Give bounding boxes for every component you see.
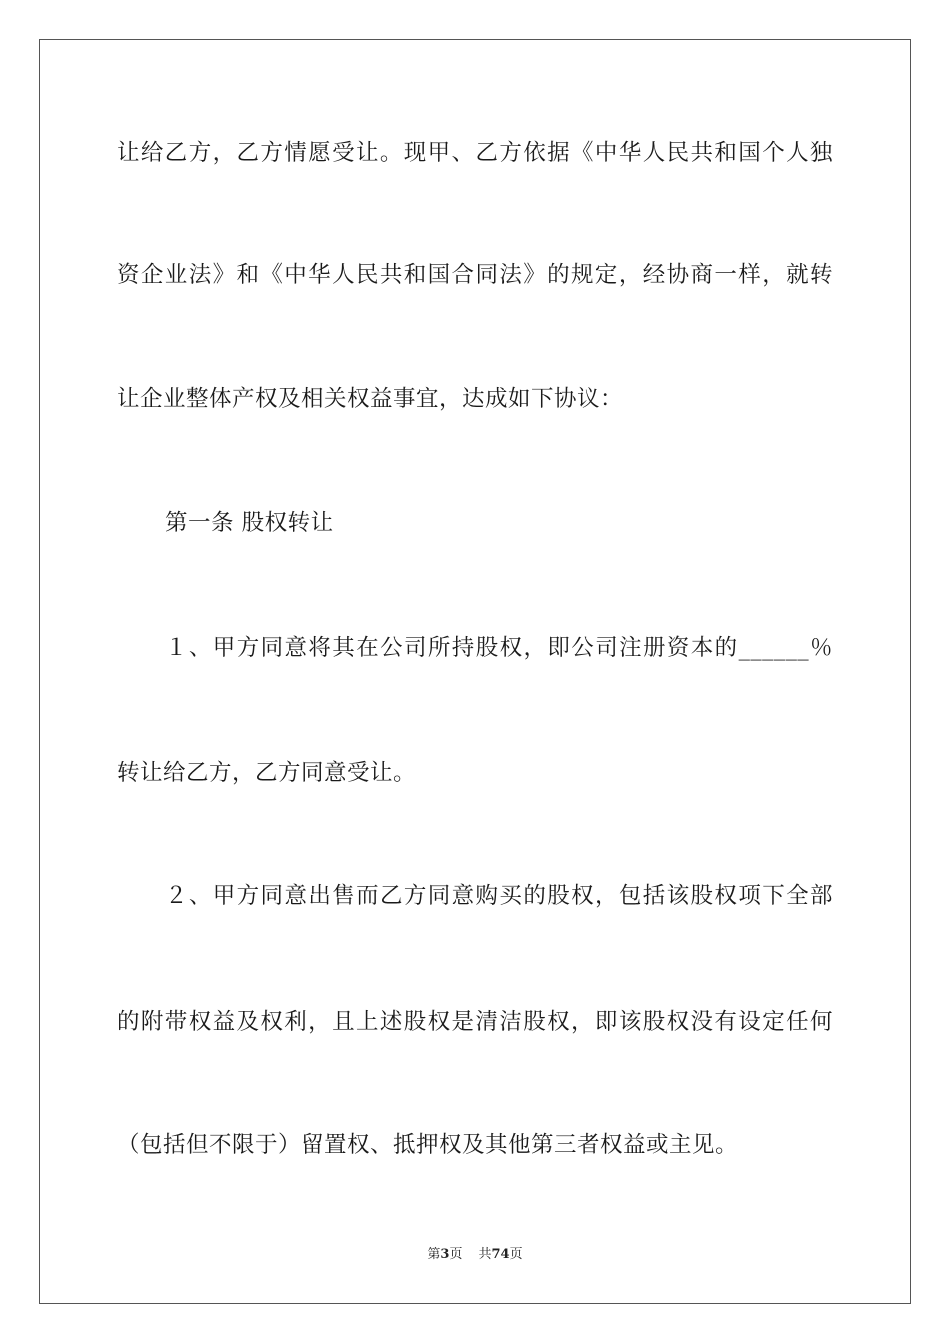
body-text-line: １、甲方同意将其在公司所持股权，即公司注册资本的______％ xyxy=(165,635,833,661)
page-border xyxy=(39,39,911,1304)
page-prefix: 第 xyxy=(427,1247,441,1262)
section-heading: 第一条 股权转让 xyxy=(165,510,334,536)
body-text-line: ２、甲方同意出售而乙方同意购买的股权，包括该股权项下全部 xyxy=(165,883,833,909)
total-prefix: 共 xyxy=(478,1247,492,1262)
body-text-line: 资企业法》和《中华人民共和国合同法》的规定，经协商一样，就转 xyxy=(117,262,833,288)
body-text-line: 的附带权益及权利，且上述股权是清洁股权，即该股权没有设定任何 xyxy=(117,1009,833,1035)
body-text-line: 让给乙方，乙方情愿受让。现甲、乙方依据《中华人民共和国个人独 xyxy=(117,140,833,166)
page-number: 3 xyxy=(440,1247,450,1262)
body-text-line: （包括但不限于）留置权、抵押权及其他第三者权益或主见。 xyxy=(117,1132,739,1158)
body-text-line: 转让给乙方，乙方同意受让。 xyxy=(117,760,417,786)
body-text-line: 让企业整体产权及相关权益事宜，达成如下协议： xyxy=(117,386,624,412)
page-suffix: 页 xyxy=(449,1247,463,1262)
total-pages: 74 xyxy=(491,1247,510,1262)
page-footer xyxy=(0,1246,950,1264)
total-suffix: 页 xyxy=(509,1247,523,1262)
